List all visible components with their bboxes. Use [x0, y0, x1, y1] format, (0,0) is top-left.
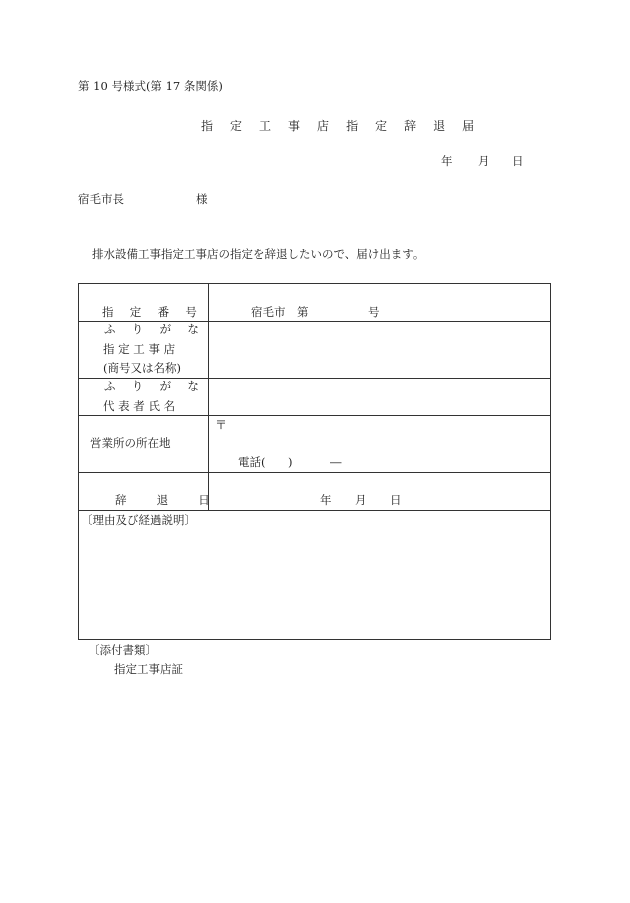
phone-label: 電話(	[238, 455, 266, 469]
date-day: 日	[512, 154, 524, 168]
date-month: 月	[478, 154, 490, 168]
designation-dai: 第	[297, 305, 309, 319]
reason-label: 〔理由及び経過説明〕	[81, 513, 196, 527]
withdrawal-year: 年	[320, 493, 332, 507]
contractor-sub-label: (商号又は名称)	[103, 361, 181, 375]
row-divider	[79, 472, 550, 473]
withdrawal-form-table	[78, 283, 551, 640]
addressee-honorific: 様	[196, 192, 208, 206]
designation-number-label: 指 定 番 号	[102, 305, 204, 319]
intro-text: 排水設備工事指定工事店の指定を辞退したいので、届け出ます。	[92, 247, 425, 261]
addressee: 宿毛市長	[78, 192, 124, 206]
postal-mark: 〒	[215, 418, 228, 432]
withdrawal-date-label: 辞 退 日	[115, 493, 223, 507]
contractor-label: 指 定 工 事 店	[103, 342, 176, 356]
row-divider	[79, 415, 550, 416]
form-number: 第 10 号様式(第 17 条関係)	[78, 79, 223, 93]
page-title: 指 定 工 事 店 指 定 辞 退 届	[201, 119, 481, 133]
furigana-label: ふ り が な	[104, 379, 206, 393]
date-year: 年	[441, 154, 453, 168]
label-column-divider	[208, 284, 209, 510]
phone-paren-close: )	[288, 455, 293, 469]
representative-label: 代 表 者 氏 名	[103, 399, 176, 413]
attachment-item: 指定工事店証	[114, 662, 183, 676]
row-divider	[79, 510, 550, 511]
phone-dash: ―	[330, 455, 342, 469]
designation-city: 宿毛市	[251, 305, 286, 319]
furigana-label: ふ り が な	[104, 322, 206, 336]
withdrawal-month: 月	[355, 493, 367, 507]
attachments-label: 〔添付書類〕	[88, 643, 157, 657]
withdrawal-day: 日	[390, 493, 402, 507]
designation-go: 号	[368, 305, 380, 319]
office-location-label: 営業所の所在地	[90, 436, 171, 450]
